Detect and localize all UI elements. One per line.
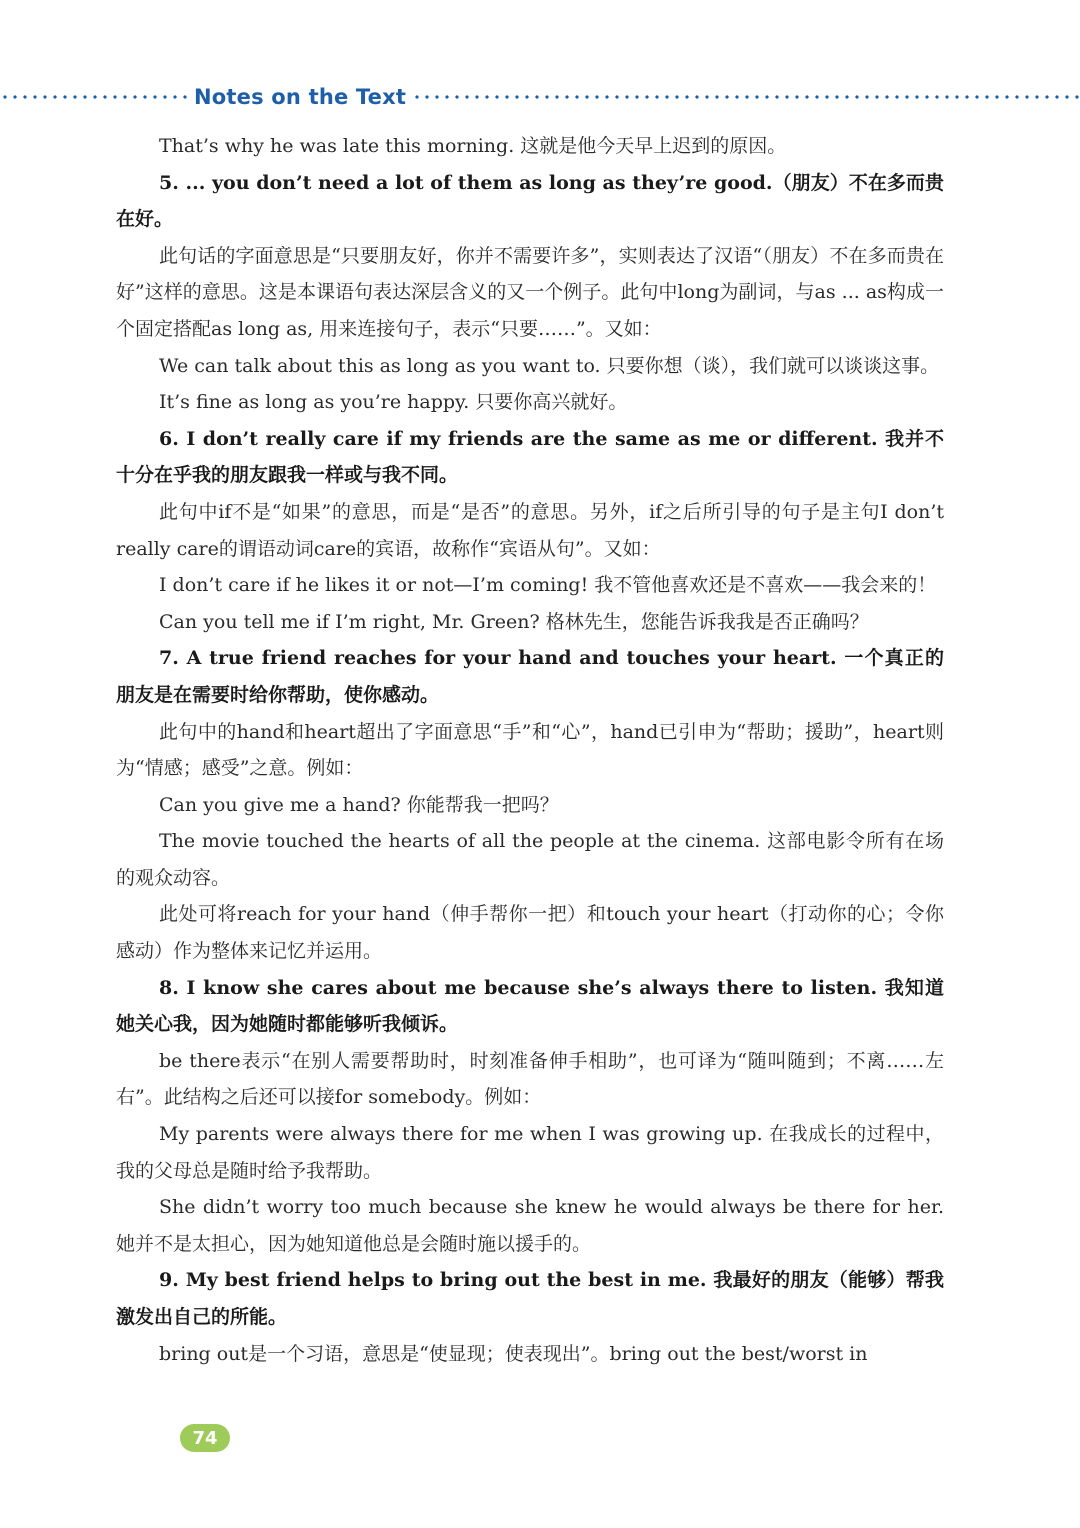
body-paragraph: 此句中的hand和heart超出了字面意思“手”和“心”，hand已引申为“帮助；援助”，heart则为“情感；感受”之意。例如： [116, 720, 944, 780]
section-title: Notes on the Text [194, 85, 407, 109]
page-number-badge: 74 [180, 1424, 230, 1452]
note-heading: 8. I know she cares about me because she’s always there to listen. 我知道她关心我，因为她随时都能够听我倾诉。 [116, 976, 944, 1036]
body-paragraph: bring out是一个习语，意思是“使显现；使表现出”。bring out the best/worst in [159, 1342, 868, 1365]
note-heading: 5. ... you don’t need a lot of them as long as they’re good.（朋友）不在多而贵在好。 [116, 171, 944, 231]
body-paragraph: 此句中if不是“如果”的意思，而是“是否”的意思。另外，if之后所引导的句子是主句I don’t really care的谓语动词care的宾语，故称作“宾语从句”。又如： [116, 500, 944, 560]
section-header [0, 80, 1080, 114]
body-paragraph: We can talk about this as long as you want to. 只要你想（谈），我们就可以谈谈这事。 [159, 354, 940, 377]
body-paragraph: 此句话的字面意思是“只要朋友好，你并不需要许多”，实则表达了汉语“（朋友）不在多而贵在好”这样的意思。这是本课语句表达深层含义的又一个例子。此句中long为副词，与as ... as构成一个固定搭配as long as, 用来连接句子，表示“只要……”。又如： [116, 244, 944, 340]
dotted-rule-left [0, 94, 188, 100]
note-heading: 7. A true friend reaches for your hand and touches your heart. 一个真正的朋友是在需要时给你帮助，使你感动。 [116, 647, 944, 706]
dotted-rule-right [412, 94, 1080, 100]
body-paragraph: Can you tell me if I’m right, Mr. Green? 格林先生，您能告诉我我是否正确吗？ [159, 610, 869, 633]
notes-body [116, 128, 944, 1372]
note-heading: 9. My best friend helps to bring out the best in me. 我最好的朋友（能够）帮我激发出自己的所能。 [116, 1269, 944, 1328]
note-heading: 6. I don’t really care if my friends are the same as me or different. 我并不十分在乎我的朋友跟我一样或与我不同。 [116, 427, 944, 487]
body-paragraph: My parents were always there for me when I was growing up. 在我成长的过程中，我的父母总是随时给予我帮助。 [116, 1123, 944, 1182]
body-paragraph: Can you give me a hand? 你能帮我一把吗？ [159, 793, 559, 816]
body-paragraph: be there表示“在别人需要帮助时，时刻准备伸手相助”，也可译为“随叫随到；不离……左右”。此结构之后还可以接for somebody。例如： [116, 1049, 944, 1109]
body-paragraph: I don’t care if he likes it or not—I’m coming! 我不管他喜欢还是不喜欢——我会来的！ [159, 574, 937, 597]
body-paragraph: It’s fine as long as you’re happy. 只要你高兴就好。 [159, 391, 628, 414]
body-paragraph: That’s why he was late this morning. 这就是他今天早上迟到的原因。 [159, 135, 787, 157]
body-paragraph: The movie touched the hearts of all the people at the cinema. 这部电影令所有在场的观众动容。 [116, 830, 944, 889]
body-paragraph: 此处可将reach for your hand（伸手帮你一把）和touch your heart（打动你的心；令你感动）作为整体来记忆并运用。 [116, 903, 944, 963]
body-paragraph: She didn’t worry too much because she knew he would always be there for her. 她并不是太担心，因为她知道他总是会随时施以援手的。 [116, 1196, 944, 1255]
